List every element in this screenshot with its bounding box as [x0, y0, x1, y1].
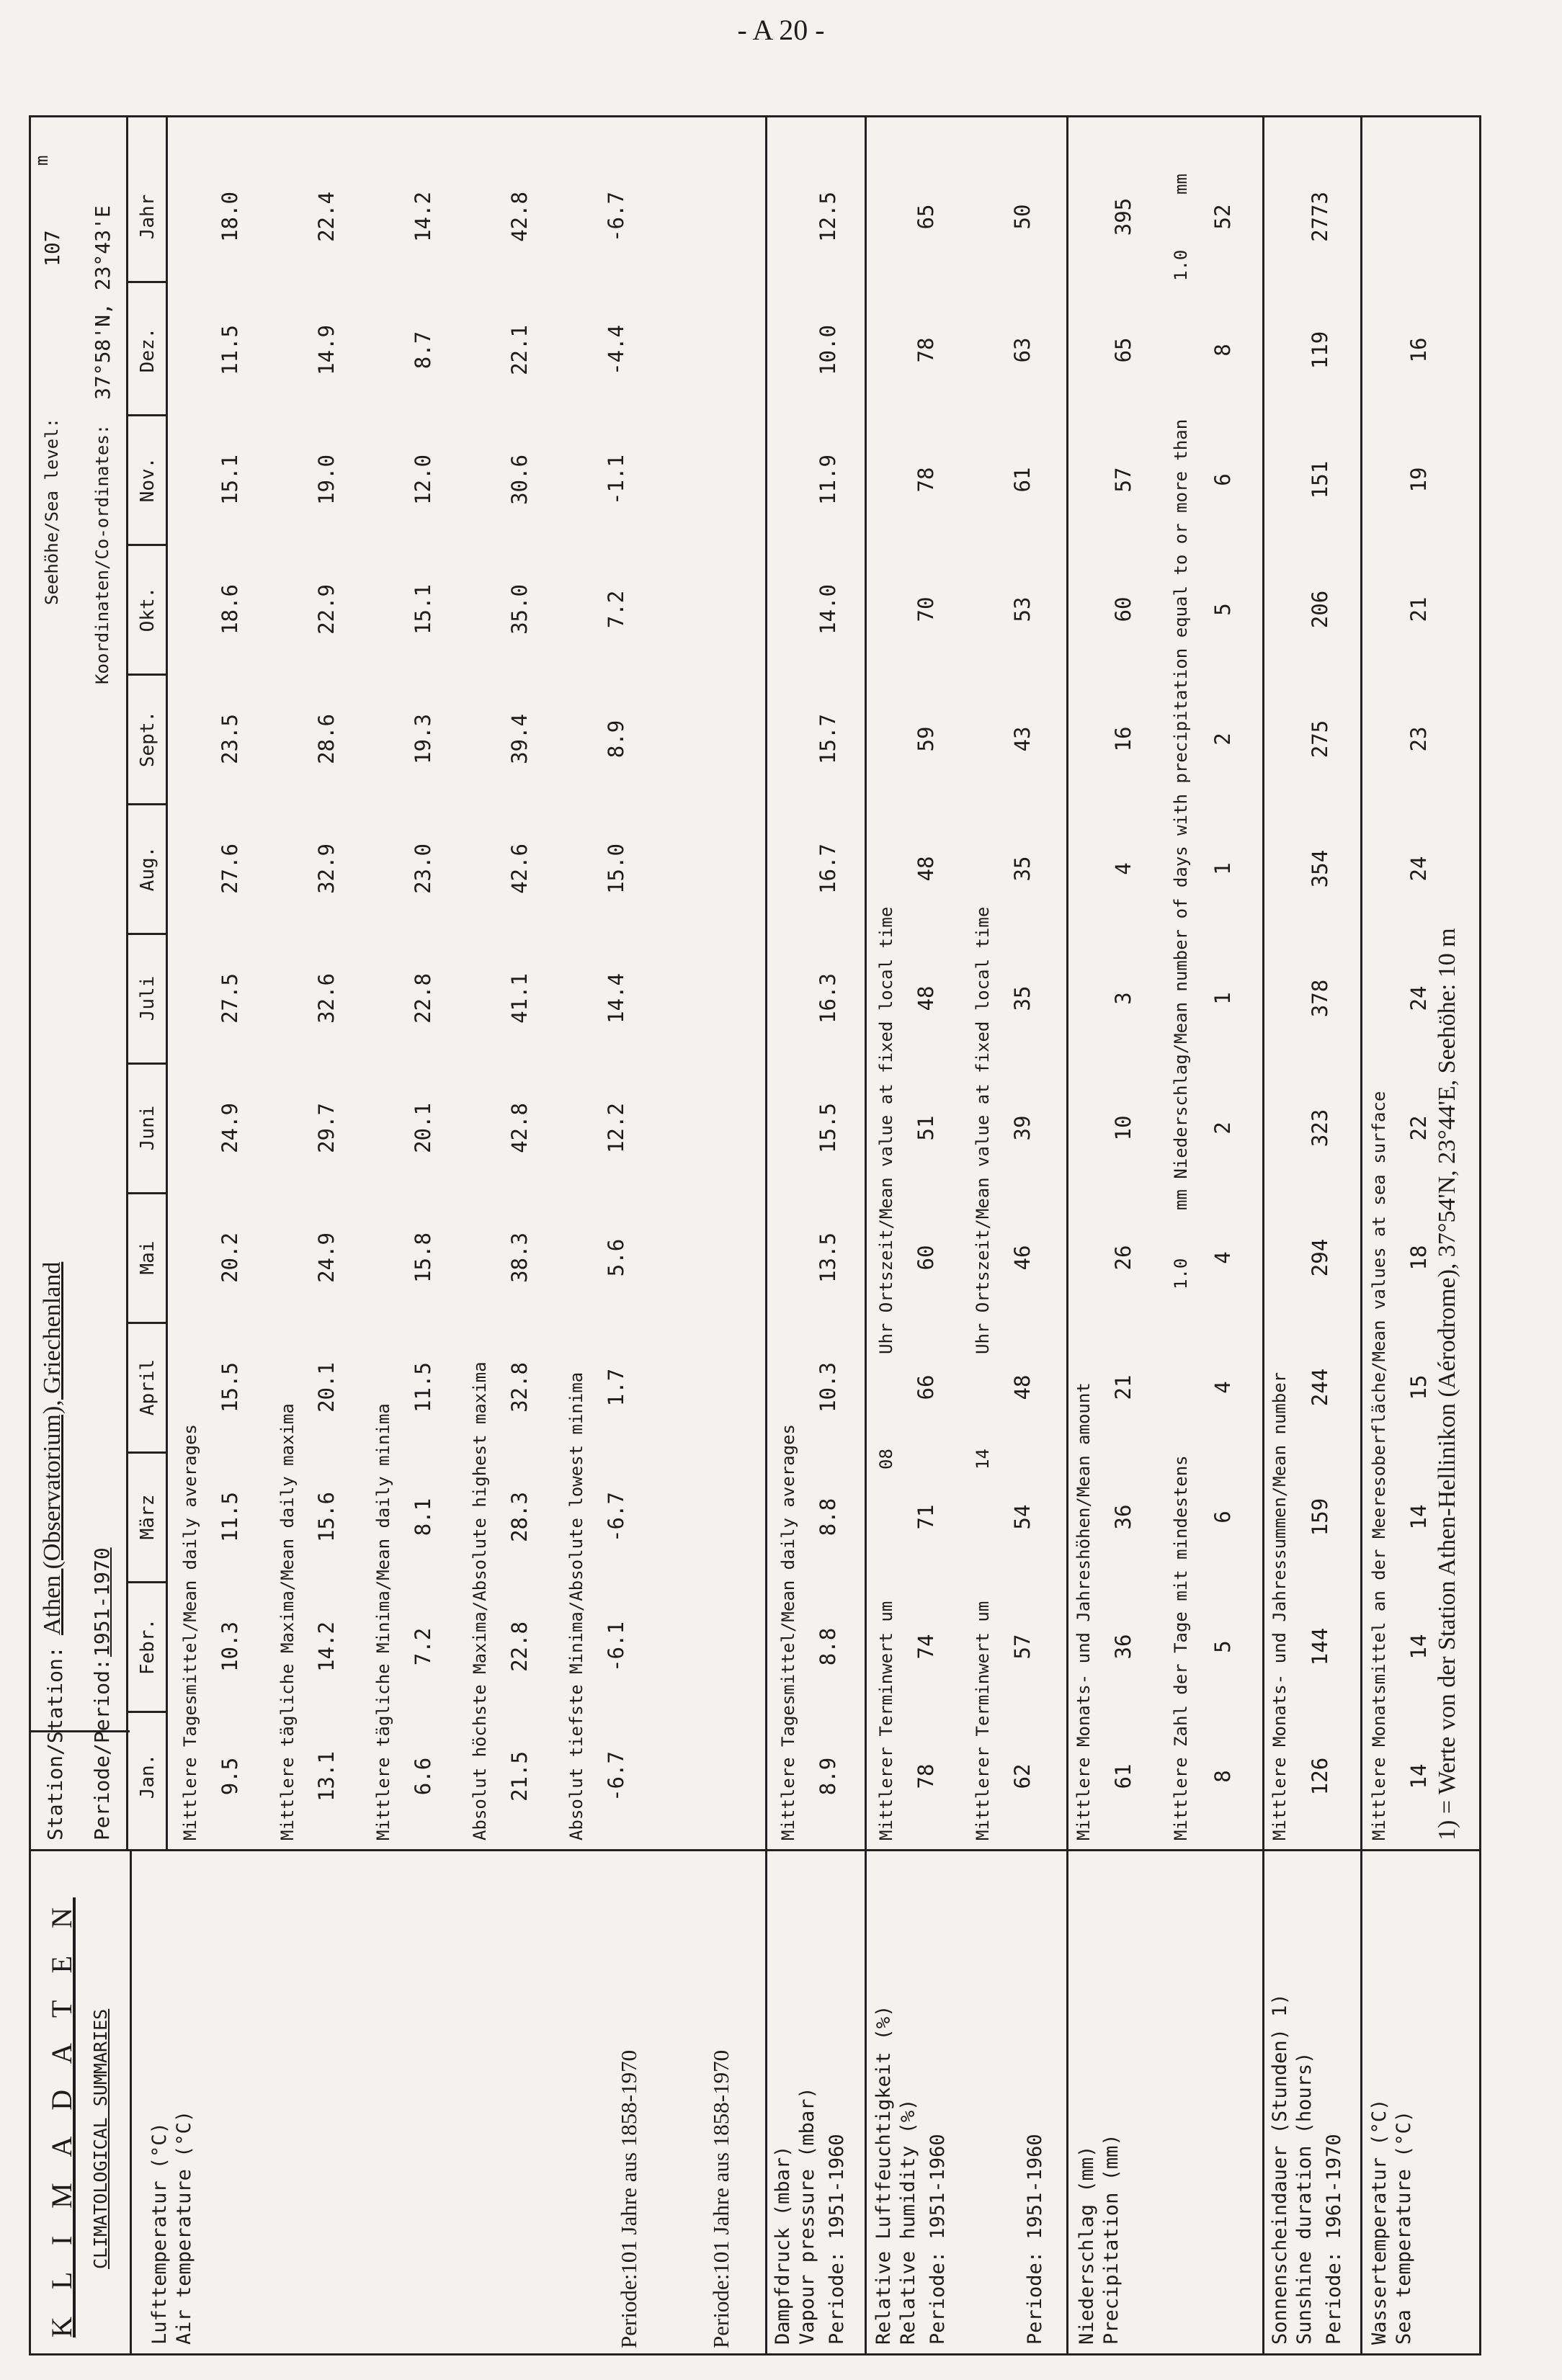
table-cell: 53 — [1010, 596, 1035, 622]
table-cell: 9.5 — [218, 1757, 242, 1796]
rule-sunshine — [1262, 115, 1264, 2356]
table-cell: 4 — [1210, 1251, 1235, 1264]
abs-max-period: Periode:101 Jahre aus 1858-1970 — [616, 2049, 641, 2348]
table-cell: 22.4 — [314, 192, 339, 242]
table-cell: 26 — [1111, 1245, 1135, 1271]
precip-label-en: Precipitation (mm) — [1100, 2134, 1123, 2345]
coords-value: 37°58'N, 23°43'E — [91, 205, 115, 400]
header-rule — [126, 115, 128, 1851]
caption-precip-days-min: 1.0 — [1171, 1258, 1191, 1289]
table-cell: 10.3 — [816, 1362, 840, 1413]
table-cell: 5 — [1210, 603, 1235, 616]
vapour-label-de: Dampfdruck (mbar) — [772, 2145, 794, 2345]
table-cell: 24.9 — [314, 1232, 339, 1283]
caption-precip-days-a: Mittlere Zahl der Tage mit mindestens — [1171, 1455, 1191, 1840]
table-cell: 1 — [1210, 992, 1235, 1005]
table-cell: 1.7 — [604, 1368, 628, 1407]
table-cell: 14 — [1406, 1634, 1431, 1660]
caption-daily-min: Mittlere tägliche Minima/Mean daily minima — [373, 1403, 393, 1840]
sunshine-label-en: Sunshine duration (hours) — [1293, 2052, 1316, 2345]
table-cell: 38.3 — [507, 1232, 532, 1283]
column-header: Jahr — [137, 194, 159, 240]
table-cell: 11.9 — [816, 455, 840, 505]
table-cell: -6.7 — [604, 192, 628, 242]
table-cell: 27.6 — [218, 844, 242, 894]
table-cell: 21 — [1111, 1374, 1135, 1400]
caption-hum14-b: Uhr Ortszeit/Mean value at fixed local time — [973, 906, 993, 1354]
column-header: Sept. — [137, 710, 159, 768]
table-cell: 8.8 — [816, 1627, 840, 1666]
table-cell: 48 — [914, 985, 938, 1011]
table-cell: 19 — [1406, 467, 1431, 493]
rule-sea — [1360, 115, 1362, 2356]
page-number: - A 20 - — [737, 14, 825, 46]
table-cell: 14.9 — [314, 325, 339, 375]
table-cell: 60 — [1111, 596, 1135, 622]
sea-label-en: Sea temperature (°C) — [1393, 2110, 1415, 2345]
table-cell: 1 — [1210, 862, 1235, 875]
table-cell: 19.3 — [411, 714, 435, 764]
table-cell: 60 — [914, 1245, 938, 1271]
caption-precip-amount: Mittlere Monats- und Jahreshöhen/Mean amount — [1074, 1382, 1094, 1840]
table-cell: 12.2 — [604, 1103, 628, 1153]
table-cell: 119 — [1308, 331, 1332, 370]
table-cell: 2 — [1210, 1122, 1235, 1135]
caption-abs-max: Absolut höchste Maxima/Absolute highest maxima — [470, 1361, 490, 1840]
table-cell: 12.0 — [411, 455, 435, 505]
air-label-de: Lufttemperatur (°C) — [148, 2122, 171, 2345]
caption-precip-days-b: mm Niederschlag/Mean number of days with precipitation equal to or more than — [1171, 419, 1191, 1210]
humidity-period-1: Periode: 1951-1960 — [927, 2134, 949, 2345]
caption-abs-min: Absolut tiefste Minima/Absolute lowest minima — [566, 1372, 586, 1840]
table-cell: 13.1 — [314, 1751, 339, 1802]
table-cell: 159 — [1308, 1498, 1332, 1536]
column-header: Mai — [137, 1240, 159, 1275]
table-cell: 6 — [1210, 1511, 1235, 1524]
table-cell: 57 — [1111, 467, 1135, 493]
table-cell: 63 — [1010, 337, 1035, 363]
table-cell: 14.4 — [604, 973, 628, 1024]
caption-sunshine: Mittlere Monats- und Jahressummen/Mean number — [1269, 1372, 1290, 1840]
sunshine-label-de: Sonnenscheindauer (Stunden) 1) — [1269, 1993, 1291, 2345]
rule-humidity — [865, 115, 867, 2356]
table-cell: 35 — [1010, 856, 1035, 882]
column-header: Juni — [137, 1105, 159, 1151]
column-header: Okt. — [137, 586, 159, 632]
table-cell: 28.3 — [507, 1492, 532, 1542]
table-cell: 78 — [914, 337, 938, 363]
sunshine-period: Periode: 1961-1970 — [1323, 2134, 1345, 2345]
table-cell: 11.5 — [218, 325, 242, 375]
table-cell: 29.7 — [314, 1103, 339, 1153]
table-cell: 70 — [914, 596, 938, 622]
table-cell: 244 — [1308, 1368, 1332, 1407]
table-cell: 8 — [1210, 1770, 1235, 1783]
table-cell: 206 — [1308, 590, 1332, 629]
table-cell: 7.2 — [604, 590, 628, 629]
table-cell: 21 — [1406, 596, 1431, 622]
vapour-label-en: Vapour pressure (mbar) — [796, 2087, 818, 2345]
table-cell: 4 — [1111, 862, 1135, 875]
column-header: Aug. — [137, 846, 159, 892]
caption-hum08-a: Mittlerer Terminwert um — [876, 1601, 896, 1840]
sea-level-value: 107 — [40, 230, 64, 267]
table-cell: 35 — [1010, 985, 1035, 1011]
column-header: Febr. — [137, 1618, 159, 1676]
table-cell: 24 — [1406, 856, 1431, 882]
table-cell: 65 — [914, 204, 938, 230]
table-cell: 41.1 — [507, 973, 532, 1024]
table-cell: 62 — [1010, 1763, 1035, 1789]
table-cell: 32.9 — [314, 844, 339, 894]
vapour-period: Periode: 1951-1960 — [826, 2134, 848, 2345]
table-cell: 11.5 — [411, 1362, 435, 1413]
column-header: Nov. — [137, 457, 159, 503]
table-cell: 14 — [1406, 1763, 1431, 1789]
table-cell: 48 — [914, 856, 938, 882]
table-cell: 378 — [1308, 979, 1332, 1018]
table-cell: 323 — [1308, 1109, 1332, 1148]
humidity-label-en: Relative humidity (%) — [897, 2098, 919, 2345]
table-cell: 8.8 — [816, 1498, 840, 1536]
table-cell: 294 — [1308, 1238, 1332, 1277]
column-header: Jan. — [137, 1753, 159, 1799]
table-cell: 74 — [914, 1634, 938, 1660]
caption-hum14-a: Mittlerer Terminwert um — [973, 1601, 993, 1840]
table-cell: 27.5 — [218, 973, 242, 1024]
rule-vapour — [765, 115, 767, 2356]
table-cell: 10 — [1111, 1115, 1135, 1141]
caption-daily-max: Mittlere tägliche Maxima/Mean daily maxima — [277, 1403, 298, 1840]
table-cell: 15.7 — [816, 714, 840, 764]
abs-min-period: Periode:101 Jahre aus 1858-1970 — [708, 2049, 733, 2348]
coords-label: Koordinaten/Co-ordinates: — [92, 424, 112, 684]
table-cell: 16.3 — [816, 973, 840, 1024]
column-header: März — [137, 1494, 159, 1540]
table-cell: 15.1 — [218, 455, 242, 505]
table-cell: 12.5 — [816, 192, 840, 242]
table-cell: 8.9 — [604, 720, 628, 759]
table-cell: 4 — [1210, 1381, 1235, 1394]
table-cell: 18.0 — [218, 192, 242, 242]
table-cell: 2 — [1210, 733, 1235, 746]
column-header: Dez. — [137, 327, 159, 373]
table-cell: 35.0 — [507, 584, 532, 635]
table-cell: 28.6 — [314, 714, 339, 764]
table-cell: 10.3 — [218, 1621, 242, 1672]
table-cell: 23.0 — [411, 844, 435, 894]
table-cell: 48 — [1010, 1374, 1035, 1400]
period-value: 1951-1970 — [90, 1547, 114, 1657]
air-label-en: Air temperature (°C) — [173, 2110, 195, 2345]
table-cell: 15.5 — [218, 1362, 242, 1413]
table-cell: 275 — [1308, 720, 1332, 759]
table-cell: 18.6 — [218, 584, 242, 635]
table-cell: 13.5 — [816, 1232, 840, 1283]
column-header: Juli — [137, 975, 159, 1021]
table-cell: 32.6 — [314, 973, 339, 1024]
table-cell: 5.6 — [604, 1238, 628, 1277]
table-cell: 22.1 — [507, 325, 532, 375]
table-cell: 395 — [1111, 197, 1135, 236]
table-cell: 16.7 — [816, 844, 840, 894]
table-cell: -6.7 — [604, 1751, 628, 1802]
doc-subtitle: CLIMATOLOGICAL SUMMARIES — [90, 2008, 111, 2269]
table-cell: 39.4 — [507, 714, 532, 764]
table-cell: 8.1 — [411, 1498, 435, 1536]
table-cell: 11.5 — [218, 1492, 242, 1542]
caption-sea: Mittlere Monatsmittel an der Meeresoberfläche/Mean values at sea surface — [1369, 1091, 1389, 1840]
table-cell: 20.1 — [411, 1103, 435, 1153]
humidity-period-2: Periode: 1951-1960 — [1024, 2134, 1046, 2345]
table-cell: 19.0 — [314, 455, 339, 505]
table-cell: 71 — [914, 1504, 938, 1530]
table-cell: 46 — [1010, 1245, 1035, 1271]
table-cell: 16 — [1111, 726, 1135, 752]
caption-mean-daily: Mittlere Tagesmittel/Mean daily averages — [180, 1424, 200, 1840]
table-cell: 42.8 — [507, 1103, 532, 1153]
sea-level-unit: m — [32, 155, 52, 166]
table-cell: 22.9 — [314, 584, 339, 635]
table-cell: 126 — [1308, 1757, 1332, 1796]
table-cell: 22.8 — [507, 1621, 532, 1672]
table-cell: 65 — [1111, 337, 1135, 363]
table-cell: 22 — [1406, 1115, 1431, 1141]
doc-title: K L I M A D A T E N — [45, 1897, 78, 2338]
table-cell: -1.1 — [604, 455, 628, 505]
table-cell: -6.1 — [604, 1621, 628, 1672]
table-cell: 78 — [914, 467, 938, 493]
humidity-label-de: Relative Luftfeuchtigkeit (%) — [873, 2005, 895, 2345]
table-cell: 14 — [1406, 1504, 1431, 1530]
column-header-rule — [166, 115, 168, 1851]
caption-hum08-b: Uhr Ortszeit/Mean value at fixed local time — [876, 906, 896, 1354]
table-cell: 36 — [1111, 1634, 1135, 1660]
table-cell: 5 — [1210, 1640, 1235, 1653]
table-cell: 78 — [914, 1763, 938, 1789]
table-cell: 50 — [1010, 204, 1035, 230]
table-cell: 151 — [1308, 460, 1332, 499]
table-cell: 8.9 — [816, 1757, 840, 1796]
column-header: April — [137, 1359, 159, 1416]
table-cell: 144 — [1308, 1627, 1332, 1666]
caption-hum08-hour: 08 — [876, 1449, 896, 1469]
table-cell: 8 — [1210, 344, 1235, 357]
table-cell: 30.6 — [507, 455, 532, 505]
table-cell: 61 — [1111, 1763, 1135, 1789]
footnote: 1) = Werte von der Station Athen-Hellinikon (Aérodrome), 37°54'N, 23°44'E, Seehöhe: 10 m — [1434, 928, 1460, 1840]
table-cell: 15.0 — [604, 844, 628, 894]
table-cell: 15.5 — [816, 1103, 840, 1153]
table-cell: 23.5 — [218, 714, 242, 764]
table-cell: 24 — [1406, 985, 1431, 1011]
table-cell: 15.1 — [411, 584, 435, 635]
table-cell: 42.6 — [507, 844, 532, 894]
table-cell: 14.2 — [314, 1621, 339, 1672]
station-value: Athen (Observatorium), Griechenland — [39, 1261, 66, 1635]
table-cell: 354 — [1308, 849, 1332, 888]
table-cell: 14.0 — [816, 584, 840, 635]
title-rule — [130, 1851, 132, 2356]
table-cell: -6.7 — [604, 1492, 628, 1542]
table-cell: 42.8 — [507, 192, 532, 242]
table-cell: 39 — [1010, 1115, 1035, 1141]
table-cell: 10.0 — [816, 325, 840, 375]
caption-precip-days-thr: 1.0 — [1171, 249, 1191, 281]
table-cell: 57 — [1010, 1634, 1035, 1660]
table-cell: 52 — [1210, 204, 1235, 230]
caption-precip-days-unit: mm — [1171, 174, 1191, 194]
table-cell: 20.2 — [218, 1232, 242, 1283]
table-cell: 36 — [1111, 1504, 1135, 1530]
sea-label-de: Wassertemperatur (°C) — [1368, 2098, 1391, 2345]
rule-precip — [1066, 115, 1068, 2356]
table-cell: 14.2 — [411, 192, 435, 242]
table-cell: 6 — [1210, 473, 1235, 486]
table-cell: 15.6 — [314, 1492, 339, 1542]
table-cell: -4.4 — [604, 325, 628, 375]
table-cell: 23 — [1406, 726, 1431, 752]
table-cell: 24.9 — [218, 1103, 242, 1153]
table-cell: 20.1 — [314, 1362, 339, 1413]
table-cell: 7.2 — [411, 1627, 435, 1666]
caption-vapour: Mittlere Tagesmittel/Mean daily averages — [778, 1424, 798, 1840]
table-cell: 3 — [1111, 992, 1135, 1005]
table-cell: 18 — [1406, 1245, 1431, 1271]
table-cell: 61 — [1010, 467, 1035, 493]
column-header-divider — [126, 281, 166, 283]
table-cell: 54 — [1010, 1504, 1035, 1530]
station-label: Station/Station: — [43, 1646, 67, 1840]
table-cell: 2773 — [1308, 192, 1332, 242]
table-cell: 15.8 — [411, 1232, 435, 1283]
table-cell: 15 — [1406, 1374, 1431, 1400]
table-cell: 21.5 — [507, 1751, 532, 1802]
table-cell: 22.8 — [411, 973, 435, 1024]
table-cell: 59 — [914, 726, 938, 752]
table-cell: 43 — [1010, 726, 1035, 752]
table-cell: 8.7 — [411, 331, 435, 370]
table-cell: 66 — [914, 1374, 938, 1400]
precip-label-de: Niederschlag (mm) — [1076, 2145, 1098, 2345]
climate-table — [29, 115, 1481, 2356]
table-cell: 6.6 — [411, 1757, 435, 1796]
table-cell: 16 — [1406, 337, 1431, 363]
table-cell: 51 — [914, 1115, 938, 1141]
caption-hum14-hour: 14 — [973, 1449, 993, 1469]
period-label: Periode/Period: — [90, 1658, 114, 1840]
table-cell: 32.8 — [507, 1362, 532, 1413]
sea-level-label: Seehöhe/Sea level: — [42, 417, 62, 605]
